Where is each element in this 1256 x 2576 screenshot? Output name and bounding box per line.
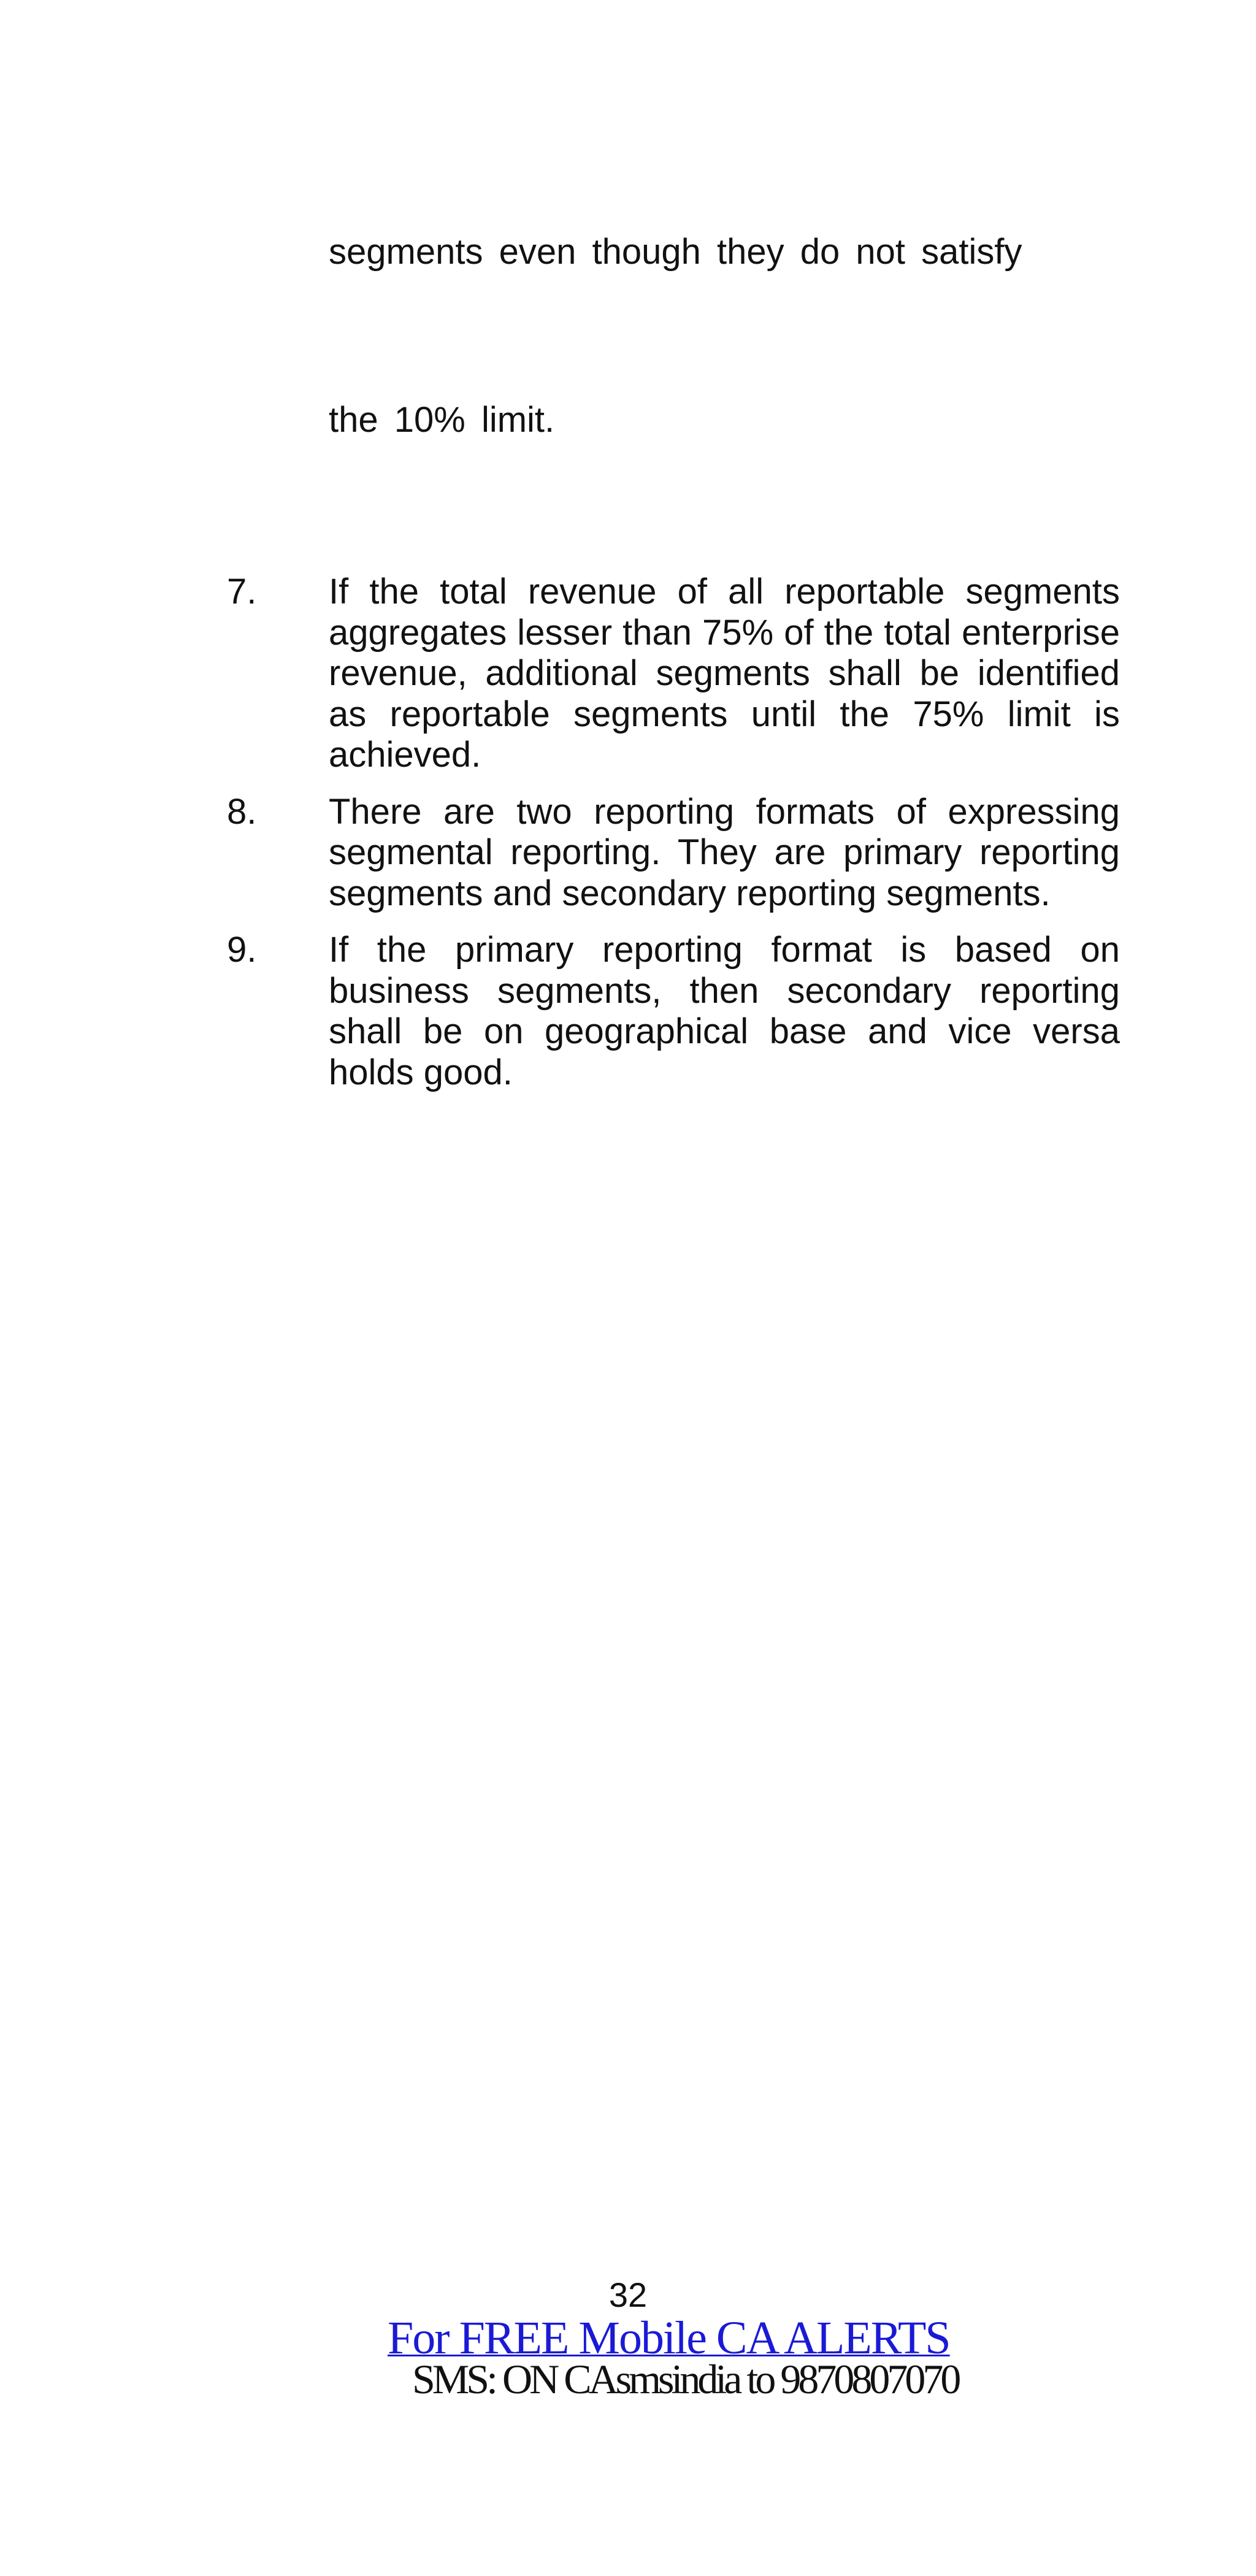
list-item: [227, 930, 1120, 1093]
list-item-text: If the total revenue of all reportable segments aggregates lesser than 75% of the total enterprise revenue, additional segments shall be identified as reportable segments until the 75% limit is achieved.: [329, 572, 1120, 775]
list-item: [227, 792, 1120, 914]
page-number: 32: [608, 2275, 648, 2314]
list-item-text: If the primary reporting format is based on business segments, then secondary reporting shall be on geographical base and vice versa holds good.: [329, 930, 1120, 1092]
free-alerts-link[interactable]: For FREE Mobile CA ALERTS: [388, 2312, 950, 2364]
continuation-line-2: the 10% limit.: [329, 400, 555, 440]
continuation-line-1: segments even though they do not satisfy: [329, 232, 1022, 272]
list-item-number: 9.: [227, 930, 257, 970]
numbered-list: [227, 572, 1120, 1109]
list-item-number: 8.: [227, 791, 257, 832]
sms-instruction: SMS: ON CAsmsindia to 9870807070: [412, 2356, 959, 2402]
list-item: [227, 572, 1120, 776]
list-item-number: 7.: [227, 572, 257, 611]
list-item-text: There are two reporting formats of expressing segmental reporting. They are primary reporting segments and secondary reporting segments.: [329, 791, 1120, 913]
